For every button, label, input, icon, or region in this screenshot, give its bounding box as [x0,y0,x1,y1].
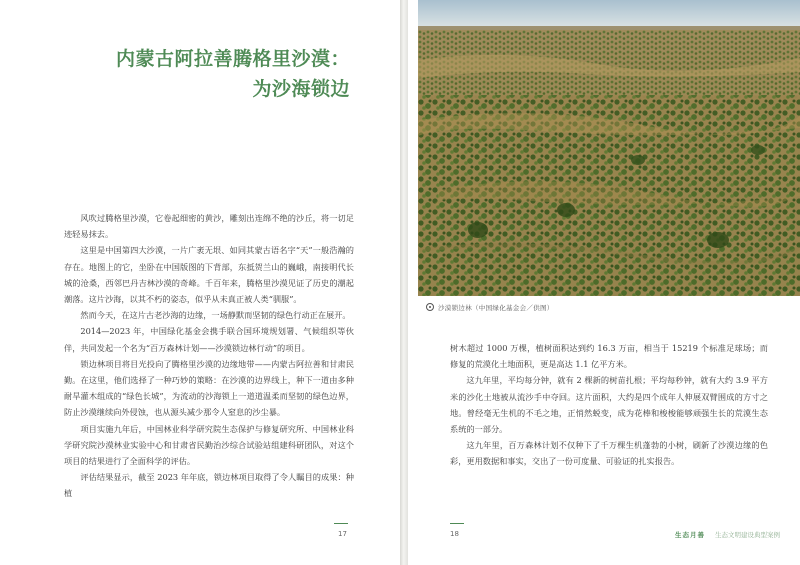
paragraph: 风吹过腾格里沙漠，它卷起细密的黄沙，雕刻出连绵不绝的沙丘，将一切足迹轻易抹去。 [64,213,354,240]
paragraph: 锁边林项目将目光投向了腾格里沙漠的边缘地带——内蒙古阿拉善和甘肃民勤。在这里，他们选择了一种巧妙的策略：在沙漠的边界线上，种下一道由多种耐旱灌木组成的“绿色长城”，为流动的沙海锁上一道道温柔而坚韧的绿色边界，防止沙漠继续向外侵蚀，也从源头减少那令人窒息的沙尘暴。 [64,358,354,418]
paragraph: 然而今天，在这片古老沙海的边缘，一场静默而坚韧的绿色行动正在展开。 [80,310,351,321]
paragraph: 树木超过 1000 万棵，植树面积达到约 16.3 万亩，相当于 15219 个标准足球场；而修复的荒漠化土地面积，更是高达 1.1 亿平方米。 [450,343,768,370]
right-body-text [450,340,768,470]
right-page-number: 18 [450,530,459,538]
paragraph: 这九年里，百万森林计划不仅种下了千万棵生机蓬勃的小树，刷新了沙漠边缘的色彩，更用数据和事实，交出了一份可度量、可验证的扎实报告。 [450,440,768,467]
footer-subtitle: 生态文明建设典型案例 [715,531,780,539]
paragraph: 这九年里，平均每分钟，就有 2 棵新的树苗扎根；平均每秒钟，就有大约 3.9 平方米的沙化土地被从流沙手中夺回。这片面积，大约是四个成年人伸展双臂围成的方寸之地。曾经毫无生机的不毛之地，正悄然蜕变，成为花棒和梭梭能够顽强生长的荒漠生态系统的一部分。 [450,375,768,435]
title-line-1: 内蒙古阿拉善腾格里沙漠： [115,48,350,70]
left-page-number: 17 [338,530,347,538]
paragraph: 2014—2023 年，中国绿化基金会携手联合国环境规划署、气候组织等伙伴，共同发起一个名为“百万森林计划——沙漠锁边林行动”的项目。 [64,326,354,353]
title-line-2: 为沙海锁边 [252,78,350,100]
running-footer [675,530,780,539]
left-body-text [64,210,354,502]
camera-icon [426,303,434,311]
folio-rule [450,523,464,524]
paragraph: 这里是中国第四大沙漠，一片广袤无垠、如同其蒙古语名字“天”一般浩瀚的存在。地图上的它，坐卧在中国版图的下背部，东抵贺兰山的巍峨，南接明代长城的沧桑，西邻巴丹吉林沙漠的奇峰。千百年来，腾格里沙漠见证了历史的潮起潮落。这片沙海，以其不朽的姿态，似乎从未真正被人类“驯服”。 [64,245,354,305]
paragraph: 评估结果显示，截至 2023 年年底，锁边林项目取得了令人瞩目的成果：种植 [64,472,354,499]
paragraph: 项目实施九年后，中国林业科学研究院生态保护与修复研究所、中国林业科学研究院沙漠林业实验中心和甘肃省民勤治沙综合试验站组建科研团队，对这个项目的结果进行了全面科学的评估。 [64,423,354,467]
aerial-landscape-image [418,0,800,296]
article-title [116,44,350,104]
book-gutter [400,0,408,565]
caption-text: 沙漠锁边林（中国绿化基金会／供图） [438,304,554,312]
right-page [408,0,800,565]
footer-brand: 生态月善 [675,531,705,539]
photo-caption [426,303,554,312]
folio-rule [334,523,348,524]
desert-forest-photo [418,0,800,296]
